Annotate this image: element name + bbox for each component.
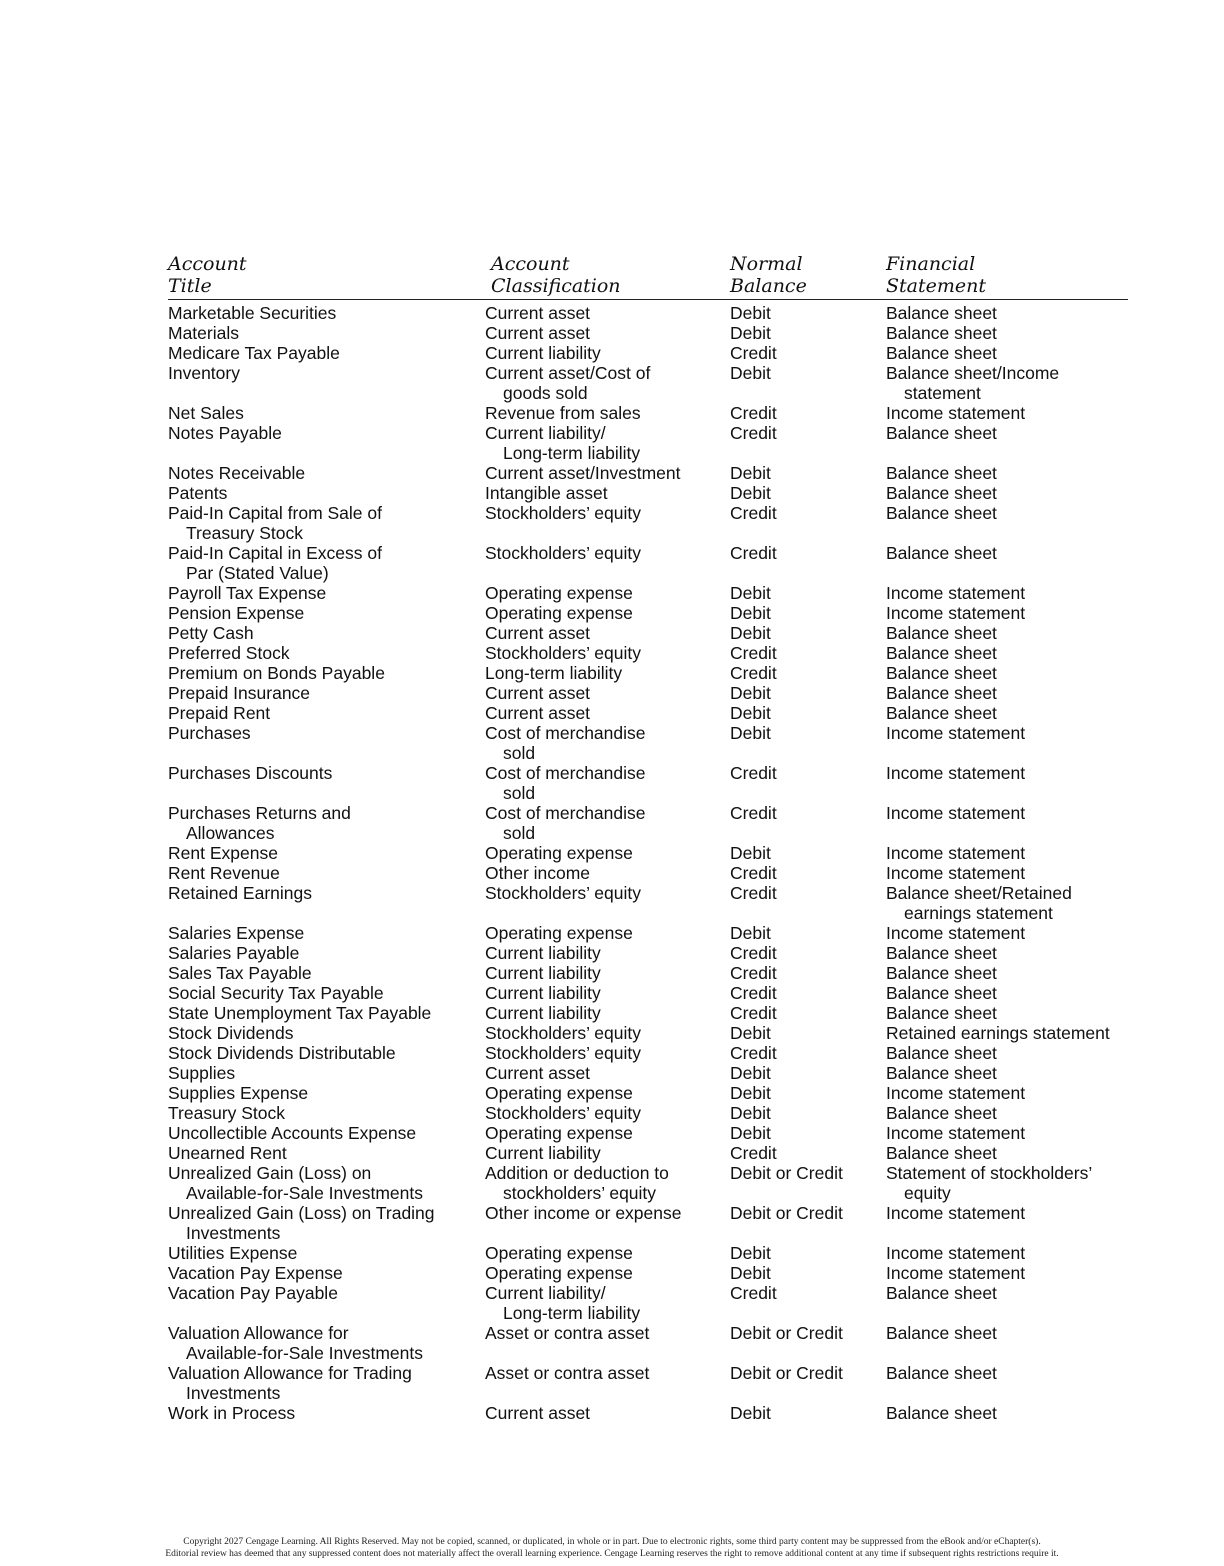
table-row	[168, 1143, 1128, 1163]
account-title-cell: Valuation Allowance for Trading Investments	[168, 1363, 412, 1403]
table-body	[168, 303, 1128, 1423]
financial-statement-cell: Balance sheet	[886, 663, 997, 683]
account-title-cell: Petty Cash	[168, 623, 254, 643]
table-row	[168, 763, 1128, 803]
classification-cell: Stockholders’ equity	[485, 503, 641, 523]
table-row	[168, 1023, 1128, 1043]
classification-cell: Operating expense	[485, 583, 633, 603]
account-title-cell: Treasury Stock	[168, 1103, 286, 1123]
account-title-cell: Supplies	[168, 1063, 236, 1083]
financial-statement-cell: Balance sheet	[886, 943, 997, 963]
account-title-cell: Payroll Tax Expense	[168, 583, 327, 603]
financial-statement-cell: Balance sheet	[886, 1143, 997, 1163]
table-row	[168, 583, 1128, 603]
account-title-cell: Unrealized Gain (Loss) on Available-for-Sale Investments	[168, 1163, 424, 1203]
classification-cell: Stockholders’ equity	[485, 643, 641, 663]
table-row	[168, 1283, 1128, 1323]
account-title-cell: Preferred Stock	[168, 643, 290, 663]
account-title-cell: Purchases	[168, 723, 251, 743]
table-header	[168, 253, 1128, 300]
table-row	[168, 463, 1128, 483]
classification-cell: Current liability/ Long-term liability	[485, 1283, 641, 1323]
classification-cell: Other income or expense	[485, 1203, 682, 1223]
normal-balance-cell: Debit	[730, 683, 771, 703]
financial-statement-cell: Balance sheet	[886, 1323, 997, 1343]
account-title-cell: Materials	[168, 323, 239, 343]
table-row	[168, 483, 1128, 503]
account-table	[168, 253, 1128, 1423]
normal-balance-cell: Credit	[730, 803, 777, 823]
account-title-cell: Vacation Pay Expense	[168, 1263, 343, 1283]
classification-cell: Operating expense	[485, 1243, 633, 1263]
table-row	[168, 1323, 1128, 1363]
financial-statement-cell: Balance sheet	[886, 1063, 997, 1083]
financial-statement-cell: Income statement	[886, 863, 1026, 883]
account-title-cell: Utilities Expense	[168, 1243, 298, 1263]
table-row	[168, 983, 1128, 1003]
account-title-cell: Notes Receivable	[168, 463, 306, 483]
financial-statement-cell: Income statement	[886, 603, 1026, 623]
account-title-cell: Stock Dividends	[168, 1023, 294, 1043]
account-title-cell: Uncollectible Accounts Expense	[168, 1123, 417, 1143]
normal-balance-cell: Credit	[730, 1283, 777, 1303]
table-row	[168, 923, 1128, 943]
table-row	[168, 1243, 1128, 1263]
table-row	[168, 963, 1128, 983]
account-title-cell: Net Sales	[168, 403, 244, 423]
normal-balance-cell: Credit	[730, 543, 777, 563]
header-account-title: Account Title	[168, 253, 247, 297]
account-title-cell: Work in Process	[168, 1403, 296, 1423]
normal-balance-cell: Debit or Credit	[730, 1203, 843, 1223]
table-row	[168, 503, 1128, 543]
account-title-cell: Unearned Rent	[168, 1143, 287, 1163]
classification-cell: Current liability	[485, 943, 601, 963]
table-row	[168, 543, 1128, 583]
account-title-cell: State Unemployment Tax Payable	[168, 1003, 432, 1023]
normal-balance-cell: Credit	[730, 643, 777, 663]
table-row	[168, 863, 1128, 883]
account-title-cell: Valuation Allowance for Available-for-Sale Investments	[168, 1323, 424, 1363]
financial-statement-cell: Balance sheet	[886, 963, 997, 983]
classification-cell: Operating expense	[485, 1123, 633, 1143]
classification-cell: Current asset	[485, 1403, 591, 1423]
normal-balance-cell: Credit	[730, 863, 777, 883]
table-row	[168, 423, 1128, 463]
table-row	[168, 323, 1128, 343]
account-title-cell: Purchases Returns and Allowances	[168, 803, 351, 843]
account-title-cell: Paid-In Capital from Sale of Treasury Stock	[168, 503, 382, 543]
financial-statement-cell: Balance sheet/Retained earnings statement	[886, 883, 1072, 923]
financial-statement-cell: Statement of stockholders’ equity	[886, 1163, 1093, 1203]
financial-statement-cell: Income statement	[886, 803, 1026, 823]
normal-balance-cell: Credit	[730, 403, 777, 423]
normal-balance-cell: Credit	[730, 503, 777, 523]
financial-statement-cell: Balance sheet	[886, 983, 997, 1003]
table-row	[168, 1403, 1128, 1423]
table-row	[168, 643, 1128, 663]
classification-cell: Current asset	[485, 683, 591, 703]
normal-balance-cell: Credit	[730, 1043, 777, 1063]
account-title-cell: Supplies Expense	[168, 1083, 309, 1103]
classification-cell: Operating expense	[485, 1263, 633, 1283]
normal-balance-cell: Debit	[730, 583, 771, 603]
account-title-cell: Marketable Securities	[168, 303, 337, 323]
normal-balance-cell: Credit	[730, 663, 777, 683]
classification-cell: Operating expense	[485, 923, 633, 943]
table-row	[168, 1043, 1128, 1063]
classification-cell: Current liability	[485, 963, 601, 983]
account-title-cell: Purchases Discounts	[168, 763, 333, 783]
normal-balance-cell: Debit	[730, 463, 771, 483]
copyright-line-2: Editorial review has deemed that any suppressed content does not materially affect the overall learning experience. Cengage Learning reserves the right to remove additional content at any time if subsequent rights restrictions require it.	[165, 1549, 1059, 1559]
normal-balance-cell: Debit	[730, 1063, 771, 1083]
normal-balance-cell: Debit	[730, 1023, 771, 1043]
account-title-cell: Retained Earnings	[168, 883, 312, 903]
table-row	[168, 943, 1128, 963]
classification-cell: Current asset	[485, 623, 591, 643]
account-title-cell: Rent Expense	[168, 843, 278, 863]
normal-balance-cell: Debit	[730, 1083, 771, 1103]
classification-cell: Cost of merchandise sold	[485, 803, 646, 843]
normal-balance-cell: Credit	[730, 943, 777, 963]
account-title-cell: Notes Payable	[168, 423, 282, 443]
classification-cell: Asset or contra asset	[485, 1323, 650, 1343]
table-row	[168, 1083, 1128, 1103]
classification-cell: Current liability	[485, 343, 601, 363]
normal-balance-cell: Debit	[730, 323, 771, 343]
financial-statement-cell: Income statement	[886, 583, 1026, 603]
account-title-cell: Vacation Pay Payable	[168, 1283, 338, 1303]
financial-statement-cell: Income statement	[886, 1243, 1026, 1263]
financial-statement-cell: Balance sheet	[886, 1103, 997, 1123]
account-title-cell: Patents	[168, 483, 228, 503]
account-title-cell: Rent Revenue	[168, 863, 280, 883]
normal-balance-cell: Debit	[730, 1403, 771, 1423]
financial-statement-cell: Balance sheet	[886, 1043, 997, 1063]
normal-balance-cell: Debit	[730, 723, 771, 743]
classification-cell: Cost of merchandise sold	[485, 723, 646, 763]
normal-balance-cell: Debit	[730, 1123, 771, 1143]
table-row	[168, 1163, 1128, 1203]
classification-cell: Other income	[485, 863, 591, 883]
normal-balance-cell: Debit	[730, 1263, 771, 1283]
financial-statement-cell: Balance sheet/Income statement	[886, 363, 1060, 403]
classification-cell: Current liability	[485, 1003, 601, 1023]
table-row	[168, 723, 1128, 763]
classification-cell: Stockholders’ equity	[485, 1023, 641, 1043]
classification-cell: Stockholders’ equity	[485, 1103, 641, 1123]
account-title-cell: Paid-In Capital in Excess of Par (Stated Value)	[168, 543, 382, 583]
classification-cell: Operating expense	[485, 1083, 633, 1103]
financial-statement-cell: Balance sheet	[886, 623, 997, 643]
table-row	[168, 663, 1128, 683]
table-row	[168, 1103, 1128, 1123]
financial-statement-cell: Income statement	[886, 923, 1026, 943]
classification-cell: Current asset	[485, 703, 591, 723]
classification-cell: Current asset	[485, 1063, 591, 1083]
table-row	[168, 603, 1128, 623]
normal-balance-cell: Debit	[730, 703, 771, 723]
financial-statement-cell: Balance sheet	[886, 323, 997, 343]
financial-statement-cell: Balance sheet	[886, 343, 997, 363]
financial-statement-cell: Income statement	[886, 843, 1026, 863]
normal-balance-cell: Credit	[730, 963, 777, 983]
classification-cell: Asset or contra asset	[485, 1363, 650, 1383]
table-row	[168, 343, 1128, 363]
financial-statement-cell: Balance sheet	[886, 423, 997, 443]
normal-balance-cell: Credit	[730, 983, 777, 1003]
normal-balance-cell: Debit	[730, 1103, 771, 1123]
financial-statement-cell: Income statement	[886, 403, 1026, 423]
normal-balance-cell: Debit	[730, 603, 771, 623]
table-row	[168, 303, 1128, 323]
normal-balance-cell: Credit	[730, 343, 777, 363]
table-row	[168, 803, 1128, 843]
classification-cell: Current asset	[485, 323, 591, 343]
classification-cell: Current asset/Cost of goods sold	[485, 363, 651, 403]
classification-cell: Cost of merchandise sold	[485, 763, 646, 803]
account-title-cell: Social Security Tax Payable	[168, 983, 384, 1003]
table-row	[168, 843, 1128, 863]
header-normal-balance: Normal Balance	[730, 253, 807, 297]
account-title-cell: Prepaid Insurance	[168, 683, 311, 703]
financial-statement-cell: Balance sheet	[886, 483, 997, 503]
classification-cell: Long-term liability	[485, 663, 623, 683]
financial-statement-cell: Balance sheet	[886, 1003, 997, 1023]
financial-statement-cell: Balance sheet	[886, 643, 997, 663]
classification-cell: Current liability	[485, 983, 601, 1003]
normal-balance-cell: Credit	[730, 1143, 777, 1163]
account-title-cell: Salaries Payable	[168, 943, 300, 963]
normal-balance-cell: Debit	[730, 623, 771, 643]
table-row	[168, 1123, 1128, 1143]
normal-balance-cell: Debit	[730, 1243, 771, 1263]
financial-statement-cell: Income statement	[886, 1123, 1026, 1143]
account-title-cell: Salaries Expense	[168, 923, 305, 943]
account-title-cell: Premium on Bonds Payable	[168, 663, 385, 683]
account-title-cell: Medicare Tax Payable	[168, 343, 340, 363]
normal-balance-cell: Credit	[730, 763, 777, 783]
classification-cell: Current asset	[485, 303, 591, 323]
classification-cell: Stockholders’ equity	[485, 1043, 641, 1063]
classification-cell: Addition or deduction to stockholders’ equity	[485, 1163, 669, 1203]
table-row	[168, 1263, 1128, 1283]
financial-statement-cell: Balance sheet	[886, 1283, 997, 1303]
financial-statement-cell: Retained earnings statement	[886, 1023, 1110, 1043]
classification-cell: Operating expense	[485, 843, 633, 863]
normal-balance-cell: Debit	[730, 363, 771, 383]
classification-cell: Current liability	[485, 1143, 601, 1163]
normal-balance-cell: Debit	[730, 303, 771, 323]
account-title-cell: Sales Tax Payable	[168, 963, 312, 983]
financial-statement-cell: Balance sheet	[886, 503, 997, 523]
header-financial-statement: Financial Statement	[886, 253, 986, 297]
financial-statement-cell: Balance sheet	[886, 1403, 997, 1423]
financial-statement-cell: Balance sheet	[886, 303, 997, 323]
financial-statement-cell: Income statement	[886, 1263, 1026, 1283]
table-row	[168, 363, 1128, 403]
financial-statement-cell: Balance sheet	[886, 703, 997, 723]
copyright-line-1: Copyright 2027 Cengage Learning. All Rights Reserved. May not be copied, scanned, or duplicated, in whole or in part. Due to electronic rights, some third party content may be suppressed from the eBook and/or eChapter(s).	[183, 1537, 1041, 1547]
normal-balance-cell: Debit	[730, 843, 771, 863]
table-row	[168, 703, 1128, 723]
copyright-footer	[0, 1536, 1224, 1560]
classification-cell: Stockholders’ equity	[485, 543, 641, 563]
table-row	[168, 1363, 1128, 1403]
table-row	[168, 623, 1128, 643]
financial-statement-cell: Income statement	[886, 1083, 1026, 1103]
table-row	[168, 403, 1128, 423]
account-title-cell: Pension Expense	[168, 603, 305, 623]
normal-balance-cell: Credit	[730, 1003, 777, 1023]
classification-cell: Current liability/ Long-term liability	[485, 423, 641, 463]
account-title-cell: Prepaid Rent	[168, 703, 271, 723]
table-row	[168, 883, 1128, 923]
classification-cell: Stockholders’ equity	[485, 883, 641, 903]
financial-statement-cell: Balance sheet	[886, 683, 997, 703]
account-title-cell: Unrealized Gain (Loss) on Trading Investments	[168, 1203, 435, 1243]
normal-balance-cell: Debit	[730, 923, 771, 943]
account-title-cell: Inventory	[168, 363, 240, 383]
table-row	[168, 1003, 1128, 1023]
table-row	[168, 1203, 1128, 1243]
classification-cell: Intangible asset	[485, 483, 608, 503]
classification-cell: Revenue from sales	[485, 403, 641, 423]
financial-statement-cell: Balance sheet	[886, 543, 997, 563]
classification-cell: Operating expense	[485, 603, 633, 623]
normal-balance-cell: Credit	[730, 423, 777, 443]
classification-cell: Current asset/Investment	[485, 463, 681, 483]
normal-balance-cell: Credit	[730, 883, 777, 903]
financial-statement-cell: Income statement	[886, 1203, 1026, 1223]
normal-balance-cell: Debit	[730, 483, 771, 503]
normal-balance-cell: Debit or Credit	[730, 1363, 843, 1383]
normal-balance-cell: Debit or Credit	[730, 1323, 843, 1343]
financial-statement-cell: Balance sheet	[886, 463, 997, 483]
normal-balance-cell: Debit or Credit	[730, 1163, 843, 1183]
account-title-cell: Stock Dividends Distributable	[168, 1043, 396, 1063]
table-row	[168, 1063, 1128, 1083]
table-row	[168, 683, 1128, 703]
financial-statement-cell: Income statement	[886, 763, 1026, 783]
header-account-classification: Account Classification	[491, 253, 621, 297]
financial-statement-cell: Income statement	[886, 723, 1026, 743]
financial-statement-cell: Balance sheet	[886, 1363, 997, 1383]
